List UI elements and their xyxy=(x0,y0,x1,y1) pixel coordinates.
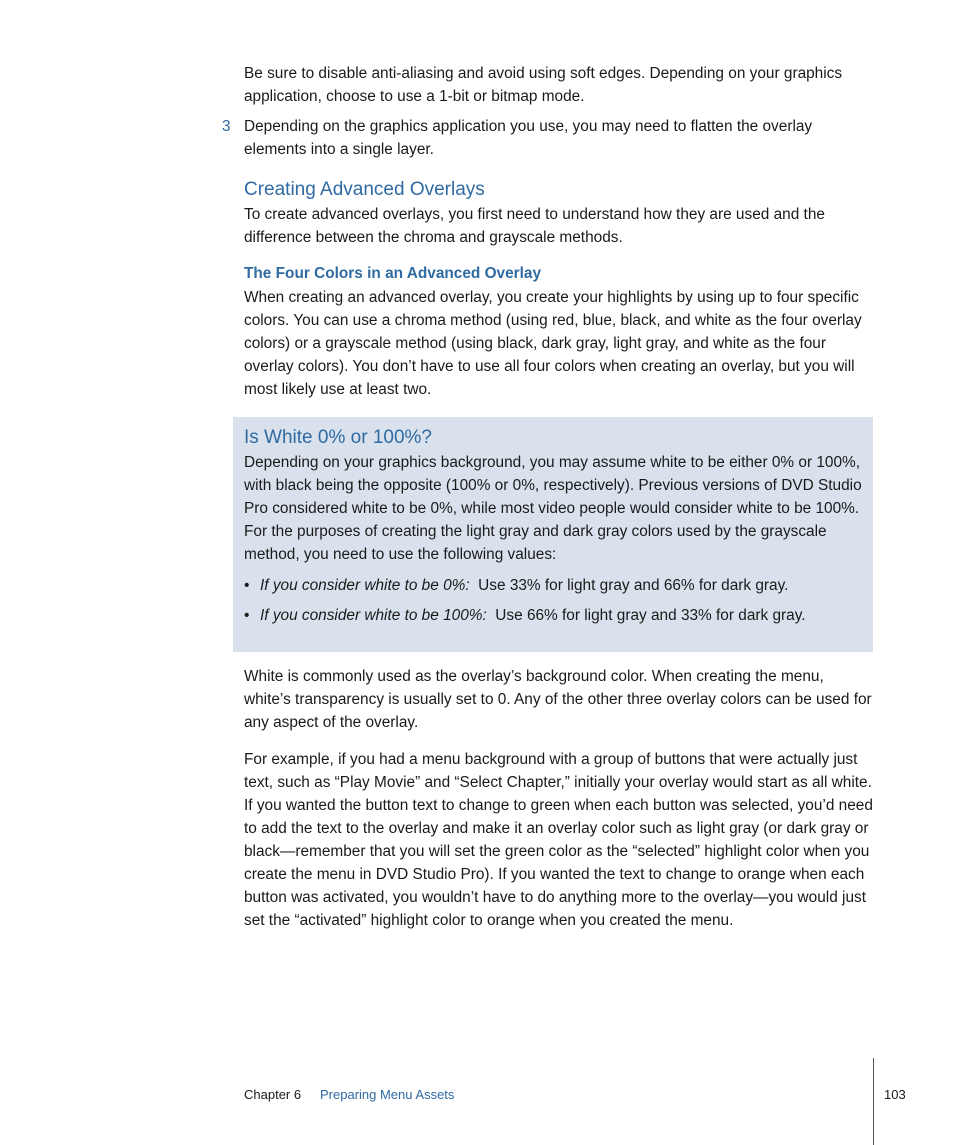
footer-divider xyxy=(873,1058,874,1145)
footer-chapter-title: Preparing Menu Assets xyxy=(320,1087,455,1102)
sidebar-box xyxy=(233,417,873,652)
section-paragraph: To create advanced overlays, you first need to understand how they are used and the difference between the chroma and grayscale methods. xyxy=(244,206,825,246)
sidebar-body: Depending on your graphics background, you may assume white to be either 0% or 100%, with black being the opposite (100% or 0%, respectively). Previous versions of DVD Studio Pro considered white to be 0%, while most video people would consider white to be 100%. For the purposes of creating the light gray and dark gray colors used by the grayscale method, you need to use the following values: xyxy=(244,454,862,563)
body-paragraph-2: For example, if you had a menu background with a group of buttons that were actually just text, such as “Play Movie” and “Select Chapter,” initially your overlay would start as all white. If you wanted the button text to change to green when each button was selected, you’d need to add the text to the overlay and make it an overlay color such as light gray (or dark gray or black—remember that you will set the green color as the “selected” highlight color when you create the menu in DVD Studio Pro). If you wanted the text to change to orange when each button was activated, you wouldn’t have to do anything more to the overlay—you would just set the “activated” highlight color to orange when you created the menu. xyxy=(244,751,873,929)
bullet-lead: If you consider white to be 100%: xyxy=(260,607,487,624)
sidebar-title: Is White 0% or 100%? xyxy=(244,427,432,448)
bullet-text: Use 66% for light gray and 33% for dark gray. xyxy=(495,607,806,624)
bullet-dot: • xyxy=(244,577,250,594)
page-number: 103 xyxy=(884,1087,906,1102)
section-heading: Creating Advanced Overlays xyxy=(244,179,485,200)
subsection-paragraph: When creating an advanced overlay, you create your highlights by using up to four specific colors. You can use a chroma method (using red, blue, black, and white as the four overlay colors) or a grayscale method (using black, dark gray, light gray, and white as the four overlay colors). You don’t have to use all four colors when creating an overlay, but you will most likely use at least two. xyxy=(244,289,862,398)
subsection-heading: The Four Colors in an Advanced Overlay xyxy=(244,265,542,282)
bullet-lead: If you consider white to be 0%: xyxy=(260,577,470,594)
body-paragraph-1: White is commonly used as the overlay’s background color. When creating the menu, white’s transparency is usually set to 0. Any of the other three overlay colors can be used for any aspect of the overlay. xyxy=(244,668,872,731)
bullet-text: Use 33% for light gray and 66% for dark gray. xyxy=(478,577,789,594)
step-number: 3 xyxy=(222,118,231,135)
footer-chapter-label: Chapter 6 xyxy=(244,1087,302,1102)
step-text: Depending on the graphics application you use, you may need to flatten the overlay elements into a single layer. xyxy=(244,118,813,158)
intro-paragraph: Be sure to disable anti-aliasing and avoid using soft edges. Depending on your graphics application, choose to use a 1-bit or bitmap mode. xyxy=(244,65,843,105)
bullet-dot: • xyxy=(244,607,250,624)
